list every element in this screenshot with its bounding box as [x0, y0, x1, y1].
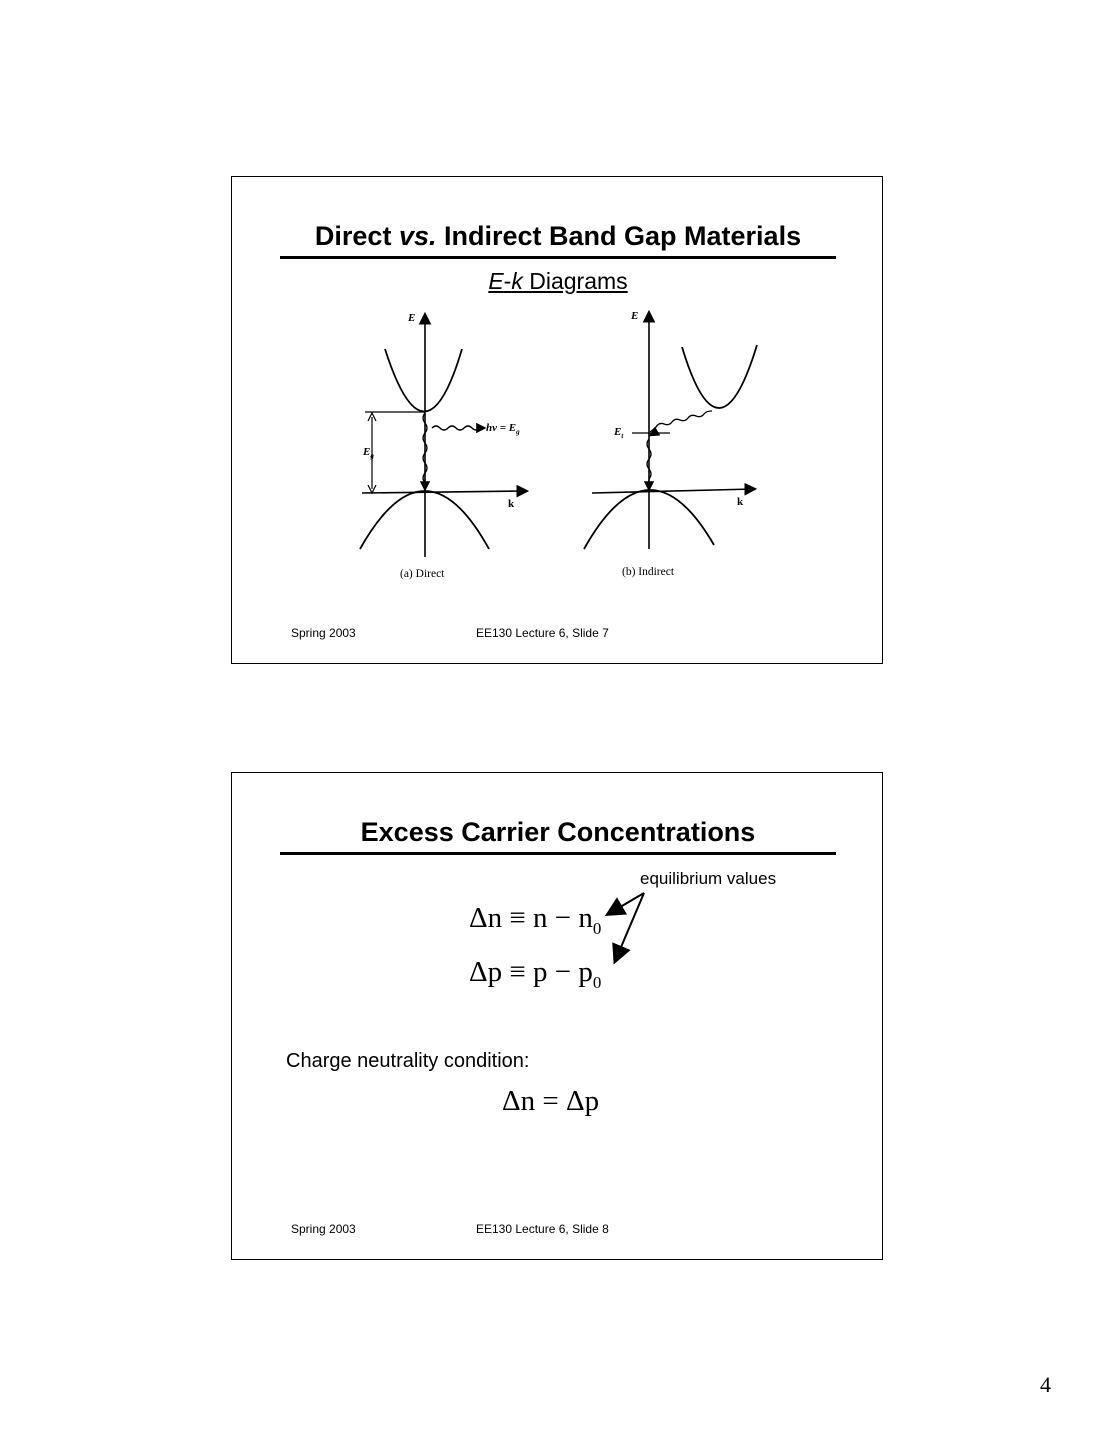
equation-neutrality: Δn = Δp	[502, 1085, 600, 1117]
eq2-subscript: 0	[592, 973, 602, 992]
equation-delta-p	[469, 955, 601, 1000]
direct-caption: (a) Direct	[400, 568, 445, 580]
title-part: Direct	[314, 221, 399, 251]
indirect-conduction-band	[682, 345, 757, 408]
title-part-italic: vs.	[398, 221, 437, 251]
equation-delta-n	[469, 901, 601, 946]
direct-diagram	[360, 312, 526, 580]
indirect-diagram	[584, 310, 757, 578]
footer-date: Spring 2003	[291, 626, 356, 640]
indirect-e-label: E	[631, 310, 639, 322]
subtitle-rest: Diagrams	[522, 268, 628, 294]
photon-wiggle	[432, 426, 480, 430]
direct-e-label: E	[408, 312, 416, 324]
et-label: $E_t$	[614, 426, 624, 440]
neutrality-label: Charge neutrality condition:	[286, 1050, 530, 1072]
subtitle-dash: -	[503, 268, 512, 294]
photon-label: $h\nu = E_g$	[486, 422, 520, 436]
footer-slide-ref: EE130 Lecture 6, Slide 8	[476, 1222, 609, 1236]
footer-slide-ref: EE130 Lecture 6, Slide 7	[476, 626, 609, 640]
eq1-main: Δn ≡ n − n	[469, 902, 593, 934]
footer-date: Spring 2003	[291, 1222, 356, 1236]
page-number: 4	[1040, 1372, 1051, 1397]
indirect-caption: (b) Indirect	[622, 566, 675, 578]
subtitle-k: k	[511, 268, 523, 294]
slide-title: Excess Carrier Concentrations	[360, 817, 756, 847]
subtitle-e: E	[488, 268, 504, 294]
slide-7	[231, 176, 883, 664]
ek-diagrams	[232, 177, 884, 617]
title-part: Indirect Band Gap Materials	[436, 221, 802, 251]
capture-wiggle	[650, 411, 712, 432]
indirect-k-label: k	[737, 496, 744, 508]
direct-k-label: k	[508, 498, 515, 510]
arrow-to-p0	[616, 893, 644, 959]
equilibrium-annotation: equilibrium values	[640, 869, 777, 888]
direct-conduction-band	[385, 349, 462, 412]
eq2-main: Δp ≡ p − p	[469, 956, 593, 988]
eq1-subscript: 0	[592, 919, 602, 938]
direct-k-axis	[362, 491, 526, 493]
indirect-k-axis	[592, 489, 754, 493]
annotation-arrows	[232, 773, 884, 1261]
slide-8	[231, 772, 883, 1260]
eg-label: $E_g$	[363, 446, 374, 460]
